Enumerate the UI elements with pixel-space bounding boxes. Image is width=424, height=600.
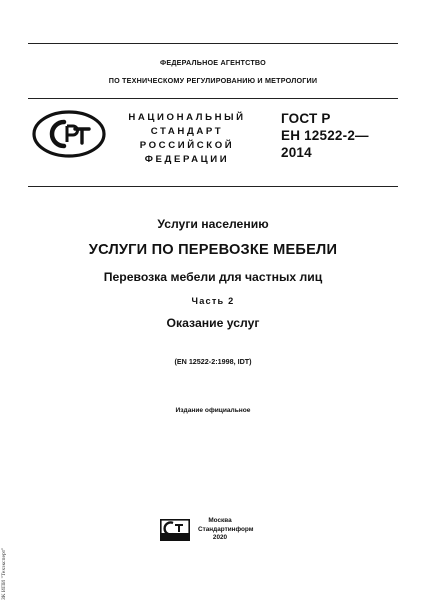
standartinform-logo-icon [160, 519, 190, 541]
document-part-number: Часть 2 [191, 296, 235, 306]
document-part-title: Оказание услуг [166, 316, 260, 330]
top-rule [28, 43, 398, 44]
designation-line-3: 2014 [281, 145, 312, 160]
international-reference: (EN 12522-2:1998, IDT) [174, 357, 252, 366]
standard-line-russian: РОССИЙСКОЙ [139, 140, 235, 151]
standard-designation [281, 110, 396, 161]
document-category: Услуги населению [157, 217, 269, 231]
publication-year: 2020 [212, 534, 228, 541]
document-main-title: УСЛУГИ ПО ПЕРЕВОЗКЕ МЕБЕЛИ [88, 242, 338, 258]
standard-line-standard: СТАНДАРТ [150, 126, 224, 137]
edition-note: Издание официальное [175, 407, 251, 414]
national-standard-block [122, 111, 252, 167]
designation-line-1: ГОСТ Р [281, 111, 331, 126]
publisher-name: Стандартинформ [198, 525, 254, 533]
title-block-rule [28, 186, 398, 187]
designation-line-2: ЕН 12522-2— [281, 128, 369, 143]
agency-name-line-2: ПО ТЕХНИЧЕСКОМУ РЕГУЛИРОВАНИЮ И МЕТРОЛОГИИ [108, 76, 318, 85]
standard-line-national: НАЦИОНАЛЬНЫЙ [128, 112, 246, 123]
standard-line-federation: ФЕДЕРАЦИИ [144, 154, 230, 165]
document-subtitle: Перевозка мебели для частных лиц [103, 270, 323, 284]
side-watermark-stamp: ЗК ИПИ "Техэксперт" [1, 547, 7, 600]
gost-r-certification-icon [31, 109, 107, 159]
publisher-city: Москва [208, 517, 232, 524]
publisher-imprint [198, 517, 254, 543]
header-bottom-rule [28, 98, 398, 99]
agency-name-line-1: ФЕДЕРАЛЬНОЕ АГЕНТСТВО [160, 58, 266, 67]
